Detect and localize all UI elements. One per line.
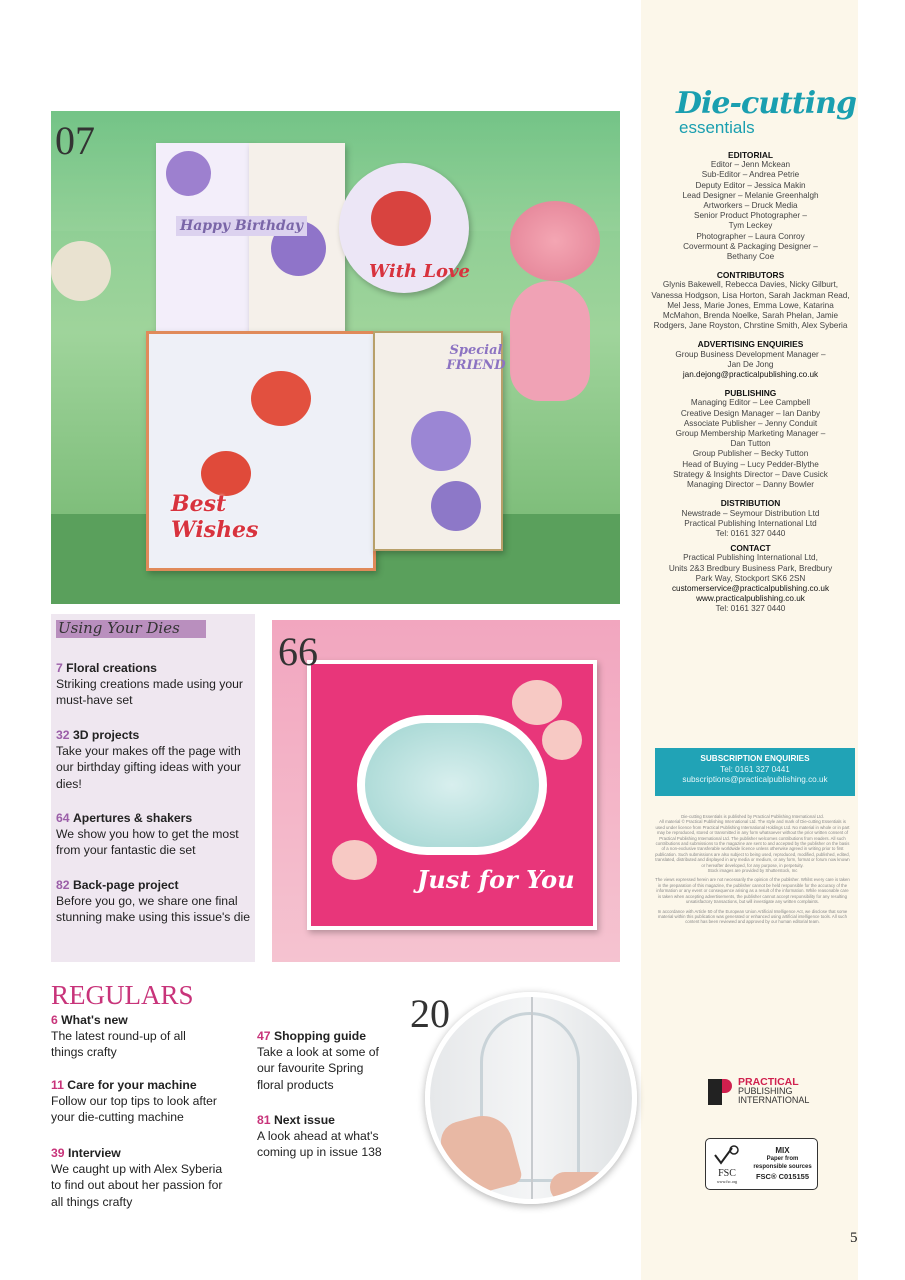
page-ref-number: 20 (410, 991, 450, 1036)
credit-line: Dan Tutton (730, 439, 771, 449)
contents-item[interactable] (56, 877, 251, 926)
subscription-tel: Tel: 0161 327 0441 (720, 764, 790, 774)
item-page: 82 (56, 878, 70, 892)
regulars-item[interactable] (51, 1012, 241, 1061)
card-text: Special FRIEND (446, 343, 506, 373)
contributors-text: Glynis Bakewell, Rebecca Davies, Nicky Gilburt, Vanessa Hodgson, Lisa Horton, Sarah Jackman Read, Mel Jess, Marie Jones, Emma Lowe, Katarina McMahon, Brenda Noelke, Sarah Phelan, Jamie Rodgers, Jane Royston, Chrstine Smith, Alex Syberia (651, 280, 850, 331)
card-text: Best Wishes (171, 491, 259, 543)
credit-line: Tym Leckey (728, 221, 773, 231)
publisher-logo (708, 1078, 809, 1105)
credit-line: Photographer – Laura Conroy (696, 231, 805, 241)
contributors-heading: CONTRIBUTORS (716, 270, 785, 281)
editorial-heading: EDITORIAL (728, 150, 773, 160)
shaker-card-photo (272, 620, 620, 962)
credit-line: Artworkers – Druck Media (703, 201, 798, 211)
contact-heading: CONTACT (730, 543, 771, 554)
fsc-text: Paper from (766, 1156, 799, 1162)
credit-line: Jan De Jong (727, 359, 774, 369)
item-page: 32 (56, 728, 70, 742)
fine-print-paragraph: All material © Practical Publishing International Ltd. The style and mark of Die-cutting Essentials is used under licence from Practical Publishing International Holdings Ltd. No material in whole or in part may be reproduced, stored or transmitted in any form whatsoever without the prior written consent of Practical Publishing International Ltd. The publisher welcomes contributions from readers. All such contributions and submissions to the magazine are sent to and accepted by the publisher on the basis of a non-exclusive transferable worldwide licence unless otherwise agreed in writing prior to first publication. Such submissions are also subject to being used, reproduced, modified, published, edited, translated, distributed and displayed in any media or medium, or any form, format or forum now known or hereafter developed, for any purpose, in perpetuity. (655, 819, 850, 868)
credit-line: Tel: 0161 327 0440 (715, 528, 786, 538)
regulars-item[interactable] (257, 1112, 397, 1161)
credit-line: Creative Design Manager – Ian Danby (680, 408, 821, 418)
credit-line: Group Publisher – Becky Tutton (692, 449, 809, 459)
item-title: Floral creations (66, 661, 157, 675)
item-title: 3D projects (72, 728, 140, 742)
page-ref-number: 07 (55, 118, 95, 163)
credit-line: Associate Publisher – Jenny Conduit (683, 418, 818, 428)
item-title: Apertures & shakers (72, 811, 193, 825)
ppi-logo-icon (708, 1079, 734, 1105)
item-title: Care for your machine (67, 1078, 197, 1092)
fine-print-paragraph: In accordance with Article 50 of the European Union Artificial Intelligence Act, we disclose that some material within this publication was generated or enhanced using artificial intelligence tools. All such content has been reviewed and approved by our human editorial team. (657, 908, 848, 925)
item-title: Shopping guide (273, 1029, 367, 1043)
item-page: 6 (51, 1013, 58, 1027)
item-page: 11 (51, 1078, 64, 1092)
advertising-heading: ADVERTISING ENQUIRIES (697, 339, 804, 350)
masthead-logo-sub: essentials (679, 118, 755, 137)
contents-item[interactable] (56, 660, 251, 709)
credit-line: Editor – Jenn Mckean (710, 160, 791, 170)
credit-line: Lead Designer – Melanie Greenhalgh (682, 190, 819, 200)
fine-print-paragraph: Stock images are provided by Shutterstock, Inc (707, 868, 798, 874)
credit-line: Deputy Editor – Jessica Makin (695, 180, 806, 190)
item-desc: The latest round-up of all things crafty (51, 1029, 186, 1060)
regulars-item[interactable] (257, 1028, 387, 1093)
item-desc: We caught up with Alex Syberia to find out about her passion for all things crafty (51, 1162, 223, 1209)
contents-item[interactable] (56, 727, 251, 792)
item-page: 39 (51, 1146, 65, 1160)
contact-website[interactable]: www.practicalpublishing.co.uk (696, 594, 805, 604)
fsc-brand: FSC (718, 1168, 736, 1179)
credit-line: Practical Publishing International Ltd (684, 518, 817, 528)
logo-line: INTERNATIONAL (738, 1095, 810, 1105)
credit-line: Sub-Editor – Andrea Petrie (701, 170, 800, 180)
logo-line: PRACTICAL (738, 1076, 799, 1088)
logo-line: PUBLISHING (738, 1086, 793, 1096)
advertising-email[interactable]: jan.dejong@practicalpublishing.co.uk (682, 370, 819, 380)
item-desc: We show you how to get the most from your fantastic die set (56, 827, 239, 858)
page-ref-number: 66 (278, 629, 318, 674)
contact-tel: Tel: 0161 327 0440 (715, 604, 786, 614)
fine-print-paragraph: Die-cutting Essentials is published by Practical Publishing International Ltd. (681, 814, 824, 819)
distribution-heading: DISTRIBUTION (720, 498, 781, 509)
credit-line: Newstrade – Seymour Distribution Ltd (681, 508, 820, 518)
credit-line: Group Business Development Manager – (675, 349, 826, 359)
credit-line: Senior Product Photographer – (694, 211, 807, 221)
floral-cards-photo (51, 111, 620, 604)
fine-print (655, 814, 850, 929)
credit-line: Strategy & Insights Director – Dave Cusick (673, 469, 828, 479)
item-page: 7 (56, 661, 63, 675)
fsc-site: www.fsc.org (716, 1179, 738, 1184)
credit-line: Practical Publishing International Ltd, (683, 553, 818, 563)
regulars-title: REGULARS (51, 980, 194, 1010)
fsc-code: FSC® C015155 (755, 1172, 810, 1181)
item-page: 81 (257, 1113, 271, 1127)
contents-item[interactable] (56, 810, 251, 859)
item-desc: Take your makes off the page with our birthday gifting ideas with your dies! (56, 744, 241, 791)
item-desc: Follow our top tips to look after your die-cutting machine (51, 1094, 217, 1125)
section-title: Using Your Dies (56, 620, 206, 638)
item-desc: Take a look at some of our favourite Spring floral products (257, 1045, 379, 1092)
contact-email[interactable]: customerservice@practicalpublishing.co.uk (671, 583, 830, 593)
card-text: With Love (369, 261, 470, 282)
item-title: Back-page project (72, 878, 179, 892)
regulars-item[interactable] (51, 1145, 241, 1210)
card-text: Just for You (417, 865, 575, 894)
item-page: 64 (56, 811, 70, 825)
card-text: Happy Birthday (176, 216, 307, 236)
masthead-logo: Die-cutting (676, 86, 856, 121)
fsc-text: responsible sources (753, 1164, 812, 1170)
item-desc: Before you go, we share one final stunning make using this issue's die (56, 894, 251, 925)
item-title: Next issue (273, 1113, 335, 1127)
credit-line: Units 2&3 Bredbury Business Park, Bredbury (668, 563, 833, 573)
subscription-box (655, 748, 855, 796)
page-number: 5 (850, 1230, 858, 1246)
item-title: What's new (61, 1013, 128, 1027)
fsc-mix: MIX (775, 1146, 790, 1155)
item-desc: A look ahead at what's coming up in issue 138 (257, 1129, 382, 1160)
credit-line: Head of Buying – Lucy Pedder-Blythe (682, 459, 819, 469)
editorial-lines (648, 160, 853, 262)
publishing-heading: PUBLISHING (724, 388, 777, 399)
regulars-item[interactable] (51, 1077, 241, 1126)
fsc-badge (705, 1138, 818, 1190)
item-title: Interview (67, 1146, 121, 1160)
fine-print-paragraph: The views expressed herein are not necessarily the opinion of the publisher. Whilst every care is taken in the preparation of this magazine, the publisher cannot be held responsible for the accuracy of the information or any event or consequence arising as a result of the information. While reasonable care is taken when accepting advertisements, the publisher cannot accept responsibility for any resulting unsatisfactory transactions, but will investigate any written complaints. (655, 877, 850, 905)
item-page: 47 (257, 1029, 271, 1043)
credit-line: Group Membership Marketing Manager – (675, 429, 826, 439)
item-desc: Striking creations made using your must-have set (56, 677, 243, 708)
credit-line: Managing Editor – Lee Campbell (690, 398, 811, 408)
credits (648, 150, 853, 615)
fsc-tree-icon (706, 1139, 748, 1189)
credit-line: Managing Director – Danny Bowler (687, 480, 814, 490)
subscription-email[interactable]: subscriptions@practicalpublishing.co.uk (682, 775, 828, 784)
subscription-heading: SUBSCRIPTION ENQUIRIES (700, 754, 810, 763)
credit-line: Covermount & Packaging Designer – (683, 241, 818, 251)
credit-line: Park Way, Stockport SK6 2SN (695, 573, 806, 583)
die-cutting-machine-photo (425, 992, 637, 1204)
credit-line: Bethany Coe (726, 252, 775, 262)
